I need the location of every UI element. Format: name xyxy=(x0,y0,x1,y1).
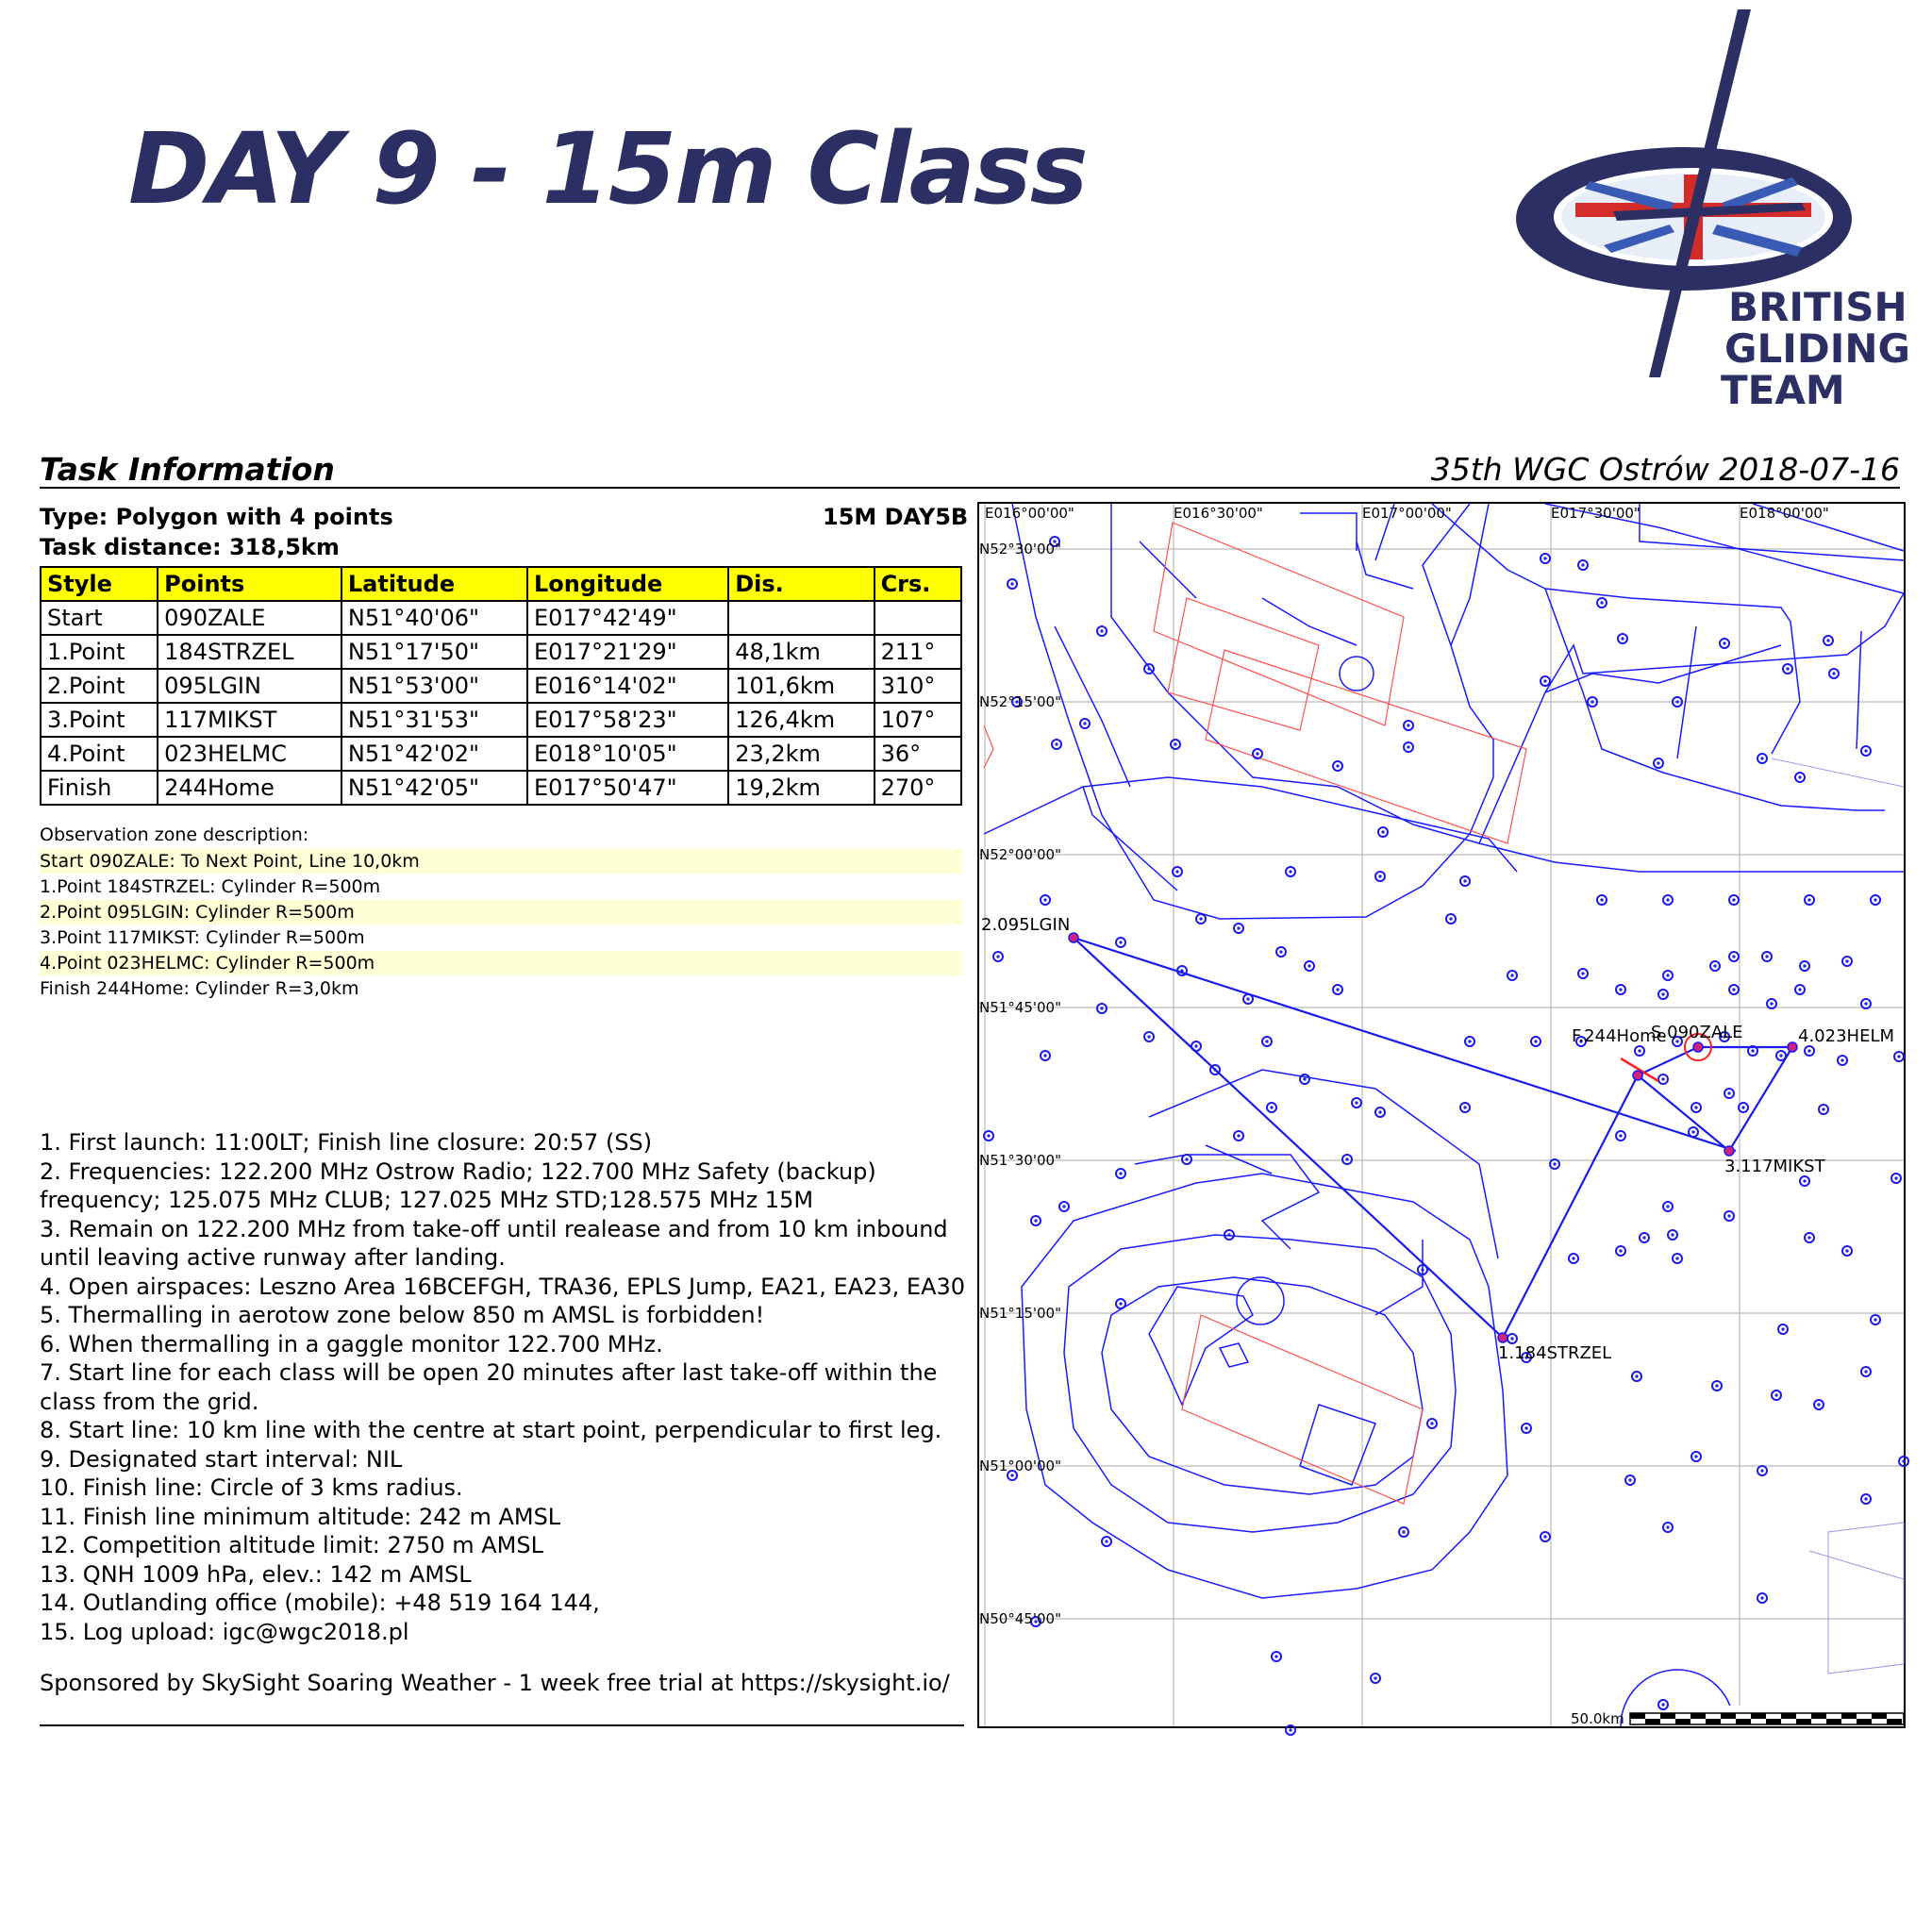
event-date: 35th WGC Ostrów 2018-07-16 xyxy=(1430,451,1900,488)
waypoint-icon xyxy=(1144,664,1154,674)
note-item: 8. Start line: 10 km line with the centre at start point, perpendicular to first leg. xyxy=(40,1417,942,1443)
waypoint-icon xyxy=(1234,1131,1243,1141)
observation-zone-heading: Observation zone description: xyxy=(40,824,309,845)
table-cell: E017°42'49" xyxy=(527,601,728,635)
table-cell: N51°42'05" xyxy=(341,771,527,805)
tp-label-mikst: 3.117MIKST xyxy=(1724,1157,1825,1176)
waypoint-icon xyxy=(1234,924,1243,933)
logo-text-team: TEAM xyxy=(1721,367,1845,413)
waypoint-icon xyxy=(1196,914,1206,924)
table-cell: 244Home xyxy=(158,771,341,805)
tp-label-home: F.244Home xyxy=(1572,1026,1667,1046)
table-cell: 310° xyxy=(874,669,961,703)
waypoint-icon xyxy=(1333,761,1342,771)
column-header: Crs. xyxy=(874,567,961,601)
table-cell: N51°17'50" xyxy=(341,635,527,669)
waypoint-icon xyxy=(1286,867,1295,876)
lat-label: N51°15'00" xyxy=(979,1305,1062,1322)
waypoint-icon xyxy=(1460,876,1470,886)
waypoint-icon xyxy=(1116,1299,1125,1308)
waypoint-icon xyxy=(1276,947,1286,957)
waypoint-icon xyxy=(1663,895,1673,905)
waypoint-icon xyxy=(1342,1155,1352,1164)
waypoint-icon xyxy=(1059,1202,1069,1211)
waypoint-icon xyxy=(1805,1046,1814,1056)
table-row xyxy=(41,601,961,635)
table-cell: 117MIKST xyxy=(158,703,341,737)
waypoint-icon xyxy=(1375,872,1385,881)
waypoint-icon xyxy=(1640,1233,1649,1242)
tp-label-zale: S.090ZALE xyxy=(1651,1023,1743,1042)
waypoint-icon xyxy=(1805,895,1814,905)
table-cell: Finish xyxy=(41,771,158,805)
table-cell xyxy=(874,601,961,635)
oz-item: 3.Point 117MIKST: Cylinder R=500m xyxy=(40,927,365,948)
waypoint-icon xyxy=(1031,1216,1041,1225)
waypoint-icon xyxy=(1507,1334,1517,1343)
waypoint-icon xyxy=(1795,773,1805,782)
waypoint-icon xyxy=(1871,895,1880,905)
waypoint-icon xyxy=(1871,1315,1880,1324)
waypoint-icon xyxy=(1272,1652,1281,1661)
oz-item: 4.Point 023HELMC: Cylinder R=500m xyxy=(40,951,962,975)
scale-check xyxy=(1736,1719,1751,1724)
waypoint-icon xyxy=(1460,1103,1470,1112)
waypoint-icon xyxy=(1522,1424,1531,1433)
column-header: Points xyxy=(158,567,341,601)
lat-label: N52°15'00" xyxy=(979,693,1062,710)
note-item: 9. Designated start interval: NIL xyxy=(40,1445,403,1473)
waypoint-icon xyxy=(1772,1391,1781,1400)
table-cell: 090ZALE xyxy=(158,601,341,635)
waypoint-icon xyxy=(993,952,1003,961)
waypoint-icon xyxy=(1597,598,1607,608)
waypoint-icon xyxy=(1729,895,1739,905)
waypoint-icon xyxy=(1541,554,1550,563)
waypoint-icon xyxy=(1635,1046,1644,1056)
scale-check xyxy=(1796,1719,1811,1724)
grid-labels xyxy=(979,505,1829,1627)
table-row xyxy=(41,703,961,737)
column-header: Style xyxy=(41,567,158,601)
note-item: 7. Start line for each class will be open 20 minutes after last take-off within the class from the grid. xyxy=(40,1359,945,1415)
task-distance: Task distance: 318,5km xyxy=(40,534,340,560)
waypoint-icon xyxy=(1507,971,1517,980)
scale-check xyxy=(1781,1713,1796,1719)
tp-label-strzel: 1.184STRZEL xyxy=(1498,1343,1612,1363)
waypoint-icon xyxy=(1404,721,1413,730)
waypoint-icon xyxy=(1080,719,1090,728)
table-cell: E017°58'23" xyxy=(527,703,728,737)
waypoint-icon xyxy=(1729,952,1739,961)
note-item: 11. Finish line minimum altitude: 242 m AMSL xyxy=(40,1503,561,1530)
waypoint-icon xyxy=(1861,1367,1871,1376)
waypoint-icon xyxy=(1531,1037,1541,1046)
table-cell: 3.Point xyxy=(41,703,158,737)
glider-emblem xyxy=(1519,9,1910,413)
note-item: 6. When thermalling in a gaggle monitor 122.700 MHz. xyxy=(40,1330,663,1357)
task-notes xyxy=(40,1128,974,1646)
table-cell: E016°14'02" xyxy=(527,669,728,703)
table-cell: 36° xyxy=(874,737,961,771)
waypoint-icon xyxy=(1829,669,1839,678)
waypoint-icon xyxy=(1267,1103,1276,1112)
waypoint-icon xyxy=(1378,827,1388,837)
waypoint-icon xyxy=(1842,957,1852,966)
table-row xyxy=(41,771,961,805)
map-canvas xyxy=(979,504,1904,1726)
table-row xyxy=(41,635,961,669)
lon-label: E016°00'00" xyxy=(985,505,1074,522)
oz-item: 2.Point 095LGIN: Cylinder R=500m xyxy=(40,900,962,924)
waypoint-icon xyxy=(1861,1494,1871,1504)
table-cell: Start xyxy=(41,601,158,635)
table-cell: 211° xyxy=(874,635,961,669)
table-cell: 48,1km xyxy=(728,635,874,669)
oz-item: Finish 244Home: Cylinder R=3,0km xyxy=(40,978,359,999)
scale-check xyxy=(1751,1713,1766,1719)
waypoint-icon xyxy=(1541,676,1550,686)
lon-label: E016°30'00" xyxy=(1174,505,1263,522)
waypoint-icon xyxy=(1795,985,1805,994)
scale-check xyxy=(1811,1713,1826,1719)
note-item: 5. Thermalling in aerotow zone below 850 m AMSL is forbidden! xyxy=(40,1302,765,1328)
waypoint-icon xyxy=(1569,1254,1578,1263)
waypoint-icon xyxy=(1658,990,1668,999)
waypoint-icon xyxy=(1171,740,1180,749)
british-gliding-team-logo xyxy=(1519,9,1910,413)
waypoint-icon xyxy=(1632,1372,1641,1381)
table-cell: 184STRZEL xyxy=(158,635,341,669)
task-code: 15M DAY5B xyxy=(823,504,969,530)
table-cell: 101,6km xyxy=(728,669,874,703)
waypoint-icon xyxy=(1116,1169,1125,1178)
table-cell: 19,2km xyxy=(728,771,874,805)
scale-check xyxy=(1706,1719,1721,1724)
table-cell: 23,2km xyxy=(728,737,874,771)
lon-label: E017°30'00" xyxy=(1551,505,1641,522)
table-cell: 1.Point xyxy=(41,635,158,669)
table-cell xyxy=(728,601,874,635)
lat-label: N52°30'00" xyxy=(979,541,1062,558)
table-header-row xyxy=(41,567,961,601)
waypoint-icon xyxy=(1654,758,1663,768)
page-title: DAY 9 - 15m Class xyxy=(128,111,1087,226)
waypoint-icon xyxy=(1891,1174,1901,1183)
waypoint-icon xyxy=(1710,961,1720,971)
waypoint-icon xyxy=(1404,742,1413,752)
waypoint-icon xyxy=(1041,895,1050,905)
lat-label: N52°00'00" xyxy=(979,846,1062,863)
note-item: 3. Remain on 122.200 MHz from take-off until realease and from 10 km inbound until leaving active runway after landing. xyxy=(40,1215,956,1271)
waypoint-icon xyxy=(1262,1037,1272,1046)
waypoint-icon xyxy=(1427,1419,1437,1428)
scale-check xyxy=(1857,1719,1872,1724)
table-cell: E017°21'29" xyxy=(527,635,728,669)
waypoint-icon xyxy=(1720,639,1729,648)
table-cell: 4.Point xyxy=(41,737,158,771)
waypoint-icon xyxy=(1729,985,1739,994)
lat-label: N51°45'00" xyxy=(979,999,1062,1016)
table-row xyxy=(41,669,961,703)
waypoint-icon xyxy=(1757,754,1767,763)
waypoint-icon xyxy=(1663,1523,1673,1532)
waypoint-icon xyxy=(1814,1400,1824,1409)
waypoint-icon xyxy=(1286,1725,1295,1735)
waypoint-icon xyxy=(1824,636,1833,645)
waypoint-icon xyxy=(1800,1176,1809,1186)
lat-label: N51°00'00" xyxy=(979,1457,1062,1474)
waypoint-icon xyxy=(1102,1537,1111,1546)
section-header xyxy=(40,449,1900,489)
waypoint-icon xyxy=(1446,914,1456,924)
note-item: 1. First launch: 11:00LT; Finish line closure: 20:57 (SS) xyxy=(40,1129,653,1156)
waypoint-icon xyxy=(1616,1131,1625,1141)
waypoint-icon xyxy=(1800,961,1809,971)
waypoint-icon xyxy=(1724,1211,1734,1221)
waypoint-icon xyxy=(1465,1037,1474,1046)
scale-label: 50.0km xyxy=(1571,1710,1624,1727)
note-item: 14. Outlanding office (mobile): +48 519 164 144, xyxy=(40,1590,600,1616)
minor-airspace xyxy=(1772,758,1904,1674)
section-title: Task Information xyxy=(40,451,335,488)
column-header: Latitude xyxy=(341,567,527,601)
lon-label: E017°00'00" xyxy=(1362,505,1452,522)
scale-check xyxy=(1766,1719,1781,1724)
table-cell: 023HELMC xyxy=(158,737,341,771)
waypoint-icon xyxy=(1724,1089,1734,1098)
scale-bar xyxy=(1571,1706,1904,1727)
task-course xyxy=(1074,938,1792,1338)
waypoint-icon xyxy=(1783,664,1792,674)
waypoint-icon xyxy=(1625,1475,1635,1485)
column-header: Longitude xyxy=(527,567,728,601)
scale-check xyxy=(1675,1719,1690,1724)
tp-label-lgin: 2.095LGIN xyxy=(981,915,1071,935)
waypoint-icon xyxy=(1097,626,1107,636)
scale-check xyxy=(1690,1713,1706,1719)
table-cell: 270° xyxy=(874,771,961,805)
waypoint-icon xyxy=(1333,985,1342,994)
note-item: 10. Finish line: Circle of 3 kms radius. xyxy=(40,1474,463,1501)
note-item: 12. Competition altitude limit: 2750 m AMSL xyxy=(40,1532,543,1558)
waypoint-icon xyxy=(1008,579,1017,589)
table-cell: N51°31'53" xyxy=(341,703,527,737)
note-item: 2. Frequencies: 122.200 MHz Ostrow Radio; 122.700 MHz Safety (backup) frequency; 125.075 MHz CLUB; 127.025 MHz STD;128.575 MHz 15M xyxy=(40,1158,884,1213)
waypoint-icon xyxy=(1668,1230,1677,1240)
scale-check xyxy=(1872,1713,1887,1719)
oz-item: 1.Point 184STRZEL: Cylinder R=500m xyxy=(40,876,381,897)
logo-text-british: BRITISH xyxy=(1728,284,1907,330)
waypoint-icon xyxy=(1762,952,1772,961)
table-cell: N51°40'06" xyxy=(341,601,527,635)
coordinate-grid xyxy=(979,504,1904,1726)
waypoint-icon xyxy=(1116,938,1125,947)
table-cell: 126,4km xyxy=(728,703,874,737)
lat-label: N51°30'00" xyxy=(979,1152,1062,1169)
note-item: 4. Open airspaces: Leszno Area 16BCEFGH, TRA36, EPLS Jump, EA21, EA23, EA30 xyxy=(40,1273,966,1300)
column-header: Dis. xyxy=(728,567,874,601)
scale-check xyxy=(1887,1719,1902,1724)
task-map[interactable] xyxy=(977,502,1906,1728)
waypoint-icon xyxy=(1097,1004,1107,1013)
waypoint-icon xyxy=(1052,740,1061,749)
waypoint-icon xyxy=(1757,1466,1767,1475)
waypoint-icon xyxy=(1658,1074,1668,1084)
lat-label: N50°45'00" xyxy=(979,1610,1062,1627)
table-cell: 095LGIN xyxy=(158,669,341,703)
waypoint-icon xyxy=(1352,1098,1361,1108)
waypoint-icon xyxy=(1894,1052,1904,1061)
waypoint-icon xyxy=(1616,1246,1625,1256)
table-row xyxy=(41,737,961,771)
table-cell: E018°10'05" xyxy=(527,737,728,771)
oz-item: Start 090ZALE: To Next Point, Line 10,0km xyxy=(40,849,962,874)
waypoint-icon xyxy=(1182,1155,1191,1164)
waypoint-icon xyxy=(1300,1074,1309,1084)
waypoint-icon xyxy=(1819,1105,1828,1114)
waypoint-icon xyxy=(1616,985,1625,994)
sponsor-text: Sponsored by SkySight Soaring Weather - 1 week free trial at https://skysight.io/ xyxy=(40,1670,950,1696)
waypoint-icon xyxy=(1673,1254,1682,1263)
waypoint-icon xyxy=(1805,1233,1814,1242)
airspace-boundaries xyxy=(984,504,1904,1726)
note-item: 15. Log upload: igc@wgc2018.pl xyxy=(40,1618,409,1645)
scale-check xyxy=(1630,1713,1645,1719)
waypoint-icon xyxy=(1663,971,1673,980)
bottom-divider xyxy=(40,1724,964,1726)
waypoint-icon xyxy=(1597,895,1607,905)
waypoint-icon xyxy=(1778,1324,1788,1334)
table-cell: N51°53'00" xyxy=(341,669,527,703)
table-cell: 2.Point xyxy=(41,669,158,703)
waypoint-icon xyxy=(1541,1532,1550,1541)
table-cell: N51°42'02" xyxy=(341,737,527,771)
waypoint-icon xyxy=(1757,1593,1767,1603)
waypoint-icon xyxy=(1578,560,1588,570)
note-item: 13. QNH 1009 hPa, elev.: 142 m AMSL xyxy=(40,1560,472,1588)
table-cell: 107° xyxy=(874,703,961,737)
waypoint-icon xyxy=(1041,1051,1050,1060)
waypoint-icon xyxy=(1144,1032,1154,1041)
logo-text-gliding: GLIDING xyxy=(1724,325,1910,372)
waypoint-icon xyxy=(1305,961,1314,971)
turnpoint-markers xyxy=(1069,933,1797,1342)
scale-check xyxy=(1721,1713,1736,1719)
waypoint-icon xyxy=(1578,969,1588,978)
turnpoint-table xyxy=(40,566,962,806)
scale-check xyxy=(1660,1713,1675,1719)
waypoint-icon xyxy=(1375,1108,1385,1117)
task-type: Type: Polygon with 4 points xyxy=(40,504,393,530)
waypoint-icon xyxy=(1838,1056,1847,1065)
turnpoint-labels xyxy=(981,915,1894,1363)
lon-label: E018°00'00" xyxy=(1740,505,1829,522)
scale-check xyxy=(1826,1719,1841,1724)
waypoint-icon xyxy=(1899,1457,1908,1466)
tp-label-helm: 4.023HELM xyxy=(1798,1026,1894,1046)
waypoint-icon xyxy=(1691,1452,1701,1461)
waypoint-icon xyxy=(1618,634,1627,643)
waypoint-icon xyxy=(1663,1202,1673,1211)
waypoint-icon xyxy=(1842,1246,1852,1256)
waypoint-icon xyxy=(1712,1381,1722,1391)
scale-check xyxy=(1841,1713,1857,1719)
waypoint-icon xyxy=(1399,1527,1408,1537)
waypoint-icon xyxy=(1861,746,1871,756)
waypoint-icon xyxy=(1691,1103,1701,1112)
scale-check xyxy=(1645,1719,1660,1724)
waypoint-icon xyxy=(1371,1674,1380,1683)
table-cell: E017°50'47" xyxy=(527,771,728,805)
